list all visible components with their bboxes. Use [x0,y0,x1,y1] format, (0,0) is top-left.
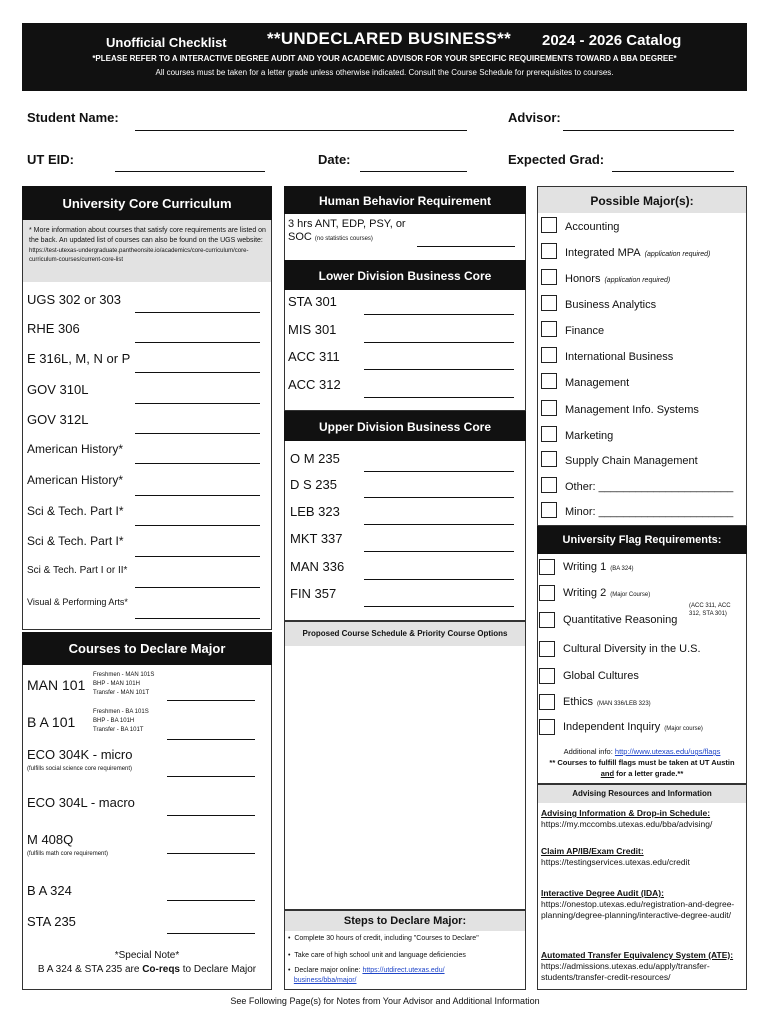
major-checkbox[interactable] [541,243,557,259]
major-item [565,325,604,337]
grade-line[interactable] [135,342,260,343]
flag-note: (Major course) [664,726,703,732]
grade-line[interactable] [364,471,514,472]
major-label: Supply Chain Management [565,455,698,467]
flag-checkbox[interactable] [539,585,555,601]
flags-info-2: ** Courses to fulfill flags must be taken at UT Austin [549,758,735,767]
major-checkbox[interactable] [541,477,557,493]
course-m408q: M 408Q [27,832,74,847]
grade-line[interactable] [364,497,514,498]
expected-grad-field[interactable] [612,171,734,172]
flag-note: (ACC 311, ACC 312, STA 301) [689,603,731,617]
flag-note: (Major Course) [610,592,651,598]
resource-link[interactable]: https://admissions.utexas.edu/apply/transfer-students/transfer-credit-resources/ [541,961,710,982]
note-line: Transfer - MAN 101T [93,690,150,696]
special-note-text [22,964,272,975]
core-course: RHE 306 [27,321,80,336]
flag-label: Writing 2 [563,587,607,599]
eid-label: UT EID: [27,152,74,167]
declare-title: Courses to Declare Major [22,632,272,665]
major-checkbox[interactable] [541,321,557,337]
major-item [565,430,613,442]
major-label: Marketing [565,430,614,442]
grade-line[interactable] [364,342,514,343]
flag-checkbox[interactable] [539,694,555,710]
core-course: E 316L, M, N or P [27,351,131,366]
core-info-box [23,220,271,282]
upper-course: LEB 323 [290,504,340,519]
resource-heading: Advising Information & Drop-in Schedule: [541,808,711,818]
grade-line[interactable] [135,463,260,464]
grade-line[interactable] [364,524,514,525]
major-checkbox[interactable] [541,451,557,467]
note-line: BHP - MAN 101H [93,681,140,687]
course-sta235: STA 235 [27,914,76,929]
lower-title: Lower Division Business Core [284,260,526,290]
major-item [565,377,629,389]
flag-item [563,721,703,733]
course-eco304l: ECO 304L - macro [27,795,135,810]
upper-course: MAN 336 [290,559,345,574]
major-label: Business Analytics [565,299,657,311]
grade-line[interactable] [167,853,255,854]
flag-item [563,561,634,573]
step-2: • Take care of high school unit and language deficiencies [288,952,466,959]
step-1-text: Complete 30 hours of credit, including "Courses to Declare" [294,935,479,942]
grade-line[interactable] [167,739,255,740]
upper-course: MKT 337 [290,531,343,546]
course-eco304k: ECO 304K - micro [27,747,133,762]
flag-item [563,643,701,655]
grade-line[interactable] [417,246,515,247]
flag-checkbox[interactable] [539,559,555,575]
flags-info-3 [537,768,747,779]
course-man101: MAN 101 [27,677,86,693]
advisor-field[interactable] [563,130,734,131]
major-checkbox[interactable] [541,347,557,363]
major-label: International Business [565,351,674,363]
lower-course: STA 301 [288,294,337,309]
resources-title: Advising Resources and Information [538,785,746,803]
major-label: Other: ______________________ [565,481,734,493]
major-item [565,273,670,285]
flag-label: Cultural Diversity in the U.S. [563,643,701,655]
eid-field[interactable] [115,171,265,172]
grade-line[interactable] [364,551,514,552]
core-course: Sci & Tech. Part I* [27,534,124,548]
core-course: Sci & Tech. Part I or II* [27,565,128,576]
flags-info-3-text: for a letter grade.** [614,769,684,778]
note-line: Freshmen - BA 101S [93,709,149,715]
step-1: • Complete 30 hours of credit, including "Courses to Declare" [288,935,479,942]
flag-item [563,587,650,599]
grade-line[interactable] [167,900,255,901]
resource-item [541,808,741,830]
major-label: Integrated MPA [565,247,641,259]
student-name-label: Student Name: [27,110,119,125]
step-3-link-2[interactable]: business/bba/major/ [293,977,357,984]
special-pre: B A 324 & STA 235 are [37,964,143,975]
note-line: Freshmen - MAN 101S [93,672,155,678]
core-course: GOV 310L [27,382,89,397]
resource-item [541,950,741,983]
core-course: GOV 312L [27,412,89,427]
lower-course: ACC 312 [288,377,341,392]
major-item [565,455,698,467]
core-title: University Core Curriculum [22,186,272,220]
core-info-text: * More information about courses that satisfy core requirements are listed on the back. An updated list of courses can also be found on the UGS website: [29,227,266,244]
major-note: (application required) [644,251,711,258]
behavior-title: Human Behavior Requirement [284,186,526,214]
major-label: Management [565,377,630,389]
behavior-soc: SOC [288,231,312,243]
footer-note: See Following Page(s) for Notes from Your Advisor and Additional Information [230,996,540,1006]
flag-label: Writing 1 [563,561,607,573]
core-course: American History* [27,442,124,456]
page-title: **UNDECLARED BUSINESS** [267,29,511,48]
schedule-panel[interactable] [284,621,526,910]
major-checkbox[interactable] [541,502,557,518]
grade-line[interactable] [135,312,260,313]
step-3-text: Declare major online: [294,967,363,974]
major-checkbox[interactable] [541,373,557,389]
major-label: Honors [565,273,601,285]
resource-item [541,846,741,868]
header-note-1: *PLEASE REFER TO A INTERACTIVE DEGREE AUDIT AND YOUR ACADEMIC ADVISOR FOR YOUR SPECIFIC REQUIREMENTS TOWARD A BBA DEGREE* [92,54,677,63]
flag-label: Independent Inquiry [563,721,661,733]
major-label: Minor: ______________________ [565,506,734,518]
note-line: BHP - BA 101H [93,718,135,724]
student-name-field[interactable] [135,130,467,131]
advisor-label: Advisor: [508,110,561,125]
flags-info-line [537,746,747,757]
ba101-notes [93,708,149,735]
special-post: to Declare Major [180,964,257,975]
step-3: • Declare major online: https://utdirect.utexas.edu/ business/bba/major/ [288,967,445,984]
course-ba324: B A 324 [27,883,72,898]
flags-info-and: and [600,769,615,778]
upper-course: FIN 357 [290,586,337,601]
core-course: UGS 302 or 303 [27,292,121,307]
flag-item [563,670,639,682]
header-banner [22,23,747,91]
course-ba101: B A 101 [27,714,76,730]
major-label: Finance [565,325,605,337]
step-2-text: Take care of high school unit and language deficiencies [294,952,466,959]
grade-line[interactable] [135,556,260,557]
note-line: Transfer - BA 101T [93,727,144,733]
behavior-line1: 3 hrs ANT, EDP, PSY, or [288,218,406,230]
flag-checkbox[interactable] [539,612,555,628]
flag-note: (BA 324) [610,566,634,572]
resource-link[interactable]: https://onestop.utexas.edu/registration-and-degree-planning/degree-planning/interactive-degree-audit/ [541,899,735,920]
lower-course: MIS 301 [288,322,337,337]
upper-course: D S 235 [290,477,337,492]
expected-grad-label: Expected Grad: [508,152,605,167]
grade-line[interactable] [364,314,514,315]
core-course: Sci & Tech. Part I* [27,504,124,518]
flags-title: University Flag Requirements: [537,526,747,554]
flag-checkbox[interactable] [539,641,555,657]
grade-line[interactable] [135,372,260,373]
schedule-title: Proposed Course Schedule & Priority Course Options [285,622,525,646]
flag-checkbox[interactable] [539,668,555,684]
major-checkbox[interactable] [541,400,557,416]
upper-course: O M 235 [290,451,340,466]
major-item [565,299,656,311]
majors-title: Possible Major(s): [538,187,746,213]
catalog-label: 2024 - 2026 Catalog [542,32,682,49]
flag-item [563,614,677,626]
major-note: (application required) [604,277,671,284]
resource-heading: Automated Transfer Equivalency System (ATE): [541,950,734,960]
grade-line[interactable] [167,700,255,701]
grade-line[interactable] [364,606,514,607]
flag-item [563,696,651,708]
grade-line[interactable] [135,433,260,434]
grade-line[interactable] [135,618,260,619]
major-item [565,351,673,363]
man101-notes [93,671,154,698]
grade-line[interactable] [135,495,260,496]
core-course: American History* [27,473,124,487]
resource-heading: Interactive Degree Audit (IDA): [541,888,664,898]
resource-link[interactable]: https://my.mccombs.utexas.edu/bba/advising/ [541,819,713,829]
resource-link[interactable]: https://testingservices.utexas.edu/credit [541,857,690,867]
checklist-label: Unofficial Checklist [106,35,227,50]
grade-line[interactable] [135,403,260,404]
major-checkbox[interactable] [541,217,557,233]
major-item [565,247,710,259]
resource-item [541,888,741,921]
special-note-title: *Special Note* [114,950,180,961]
date-label: Date: [318,152,351,167]
flags-info-link[interactable]: http://www.utexas.edu/ugs/flags [614,747,721,756]
eco304k-note: (fulfills social science core requirement) [27,766,133,772]
header-note-2: All courses must be taken for a letter grade unless otherwise indicated. Consult the Course Schedule for prerequisites to courses. [155,68,614,77]
major-checkbox[interactable] [541,269,557,285]
major-label: Management Info. Systems [565,404,699,416]
flag-label: Ethics [563,696,593,708]
upper-title: Upper Division Business Core [284,411,526,441]
flag-checkbox[interactable] [539,719,555,735]
flag-note: (MAN 336/LEB 323) [596,701,651,707]
major-item [565,481,733,493]
major-label: Accounting [565,221,620,233]
major-checkbox[interactable] [541,426,557,442]
steps-title: Steps to Declare Major: [285,911,525,931]
behavior-line2 [288,231,373,243]
grade-line[interactable] [364,369,514,370]
resource-heading: Claim AP/IB/Exam Credit: [541,846,644,856]
m408q-note: (fulfills math core requirement) [27,851,109,857]
step-3-link[interactable]: https://utdirect.utexas.edu/ [362,967,445,974]
grade-line[interactable] [167,933,255,934]
lower-course: ACC 311 [288,349,340,364]
major-item [565,221,619,233]
grade-line[interactable] [167,815,255,816]
major-item [565,404,699,416]
grade-line[interactable] [135,525,260,526]
major-item [565,506,733,518]
special-bold: Co-reqs [142,964,180,975]
flag-label: Quantitative Reasoning [563,614,678,626]
behavior-note: (no statistics courses) [314,236,373,242]
grade-line[interactable] [364,579,514,580]
date-field[interactable] [360,171,467,172]
core-info-url[interactable]: https://test-utexas-undergraduate.pantheonsite.io/academics/core-curriculum/core-curriculum-courses/current-core-list [29,248,249,263]
flags-info-pre: Additional info: [563,747,615,756]
grade-line[interactable] [135,587,260,588]
grade-line[interactable] [364,397,514,398]
grade-line[interactable] [167,776,255,777]
core-course: Visual & Performing Arts* [27,597,128,607]
flags-info [537,746,747,779]
major-checkbox[interactable] [541,295,557,311]
flag-label: Global Cultures [563,670,639,682]
